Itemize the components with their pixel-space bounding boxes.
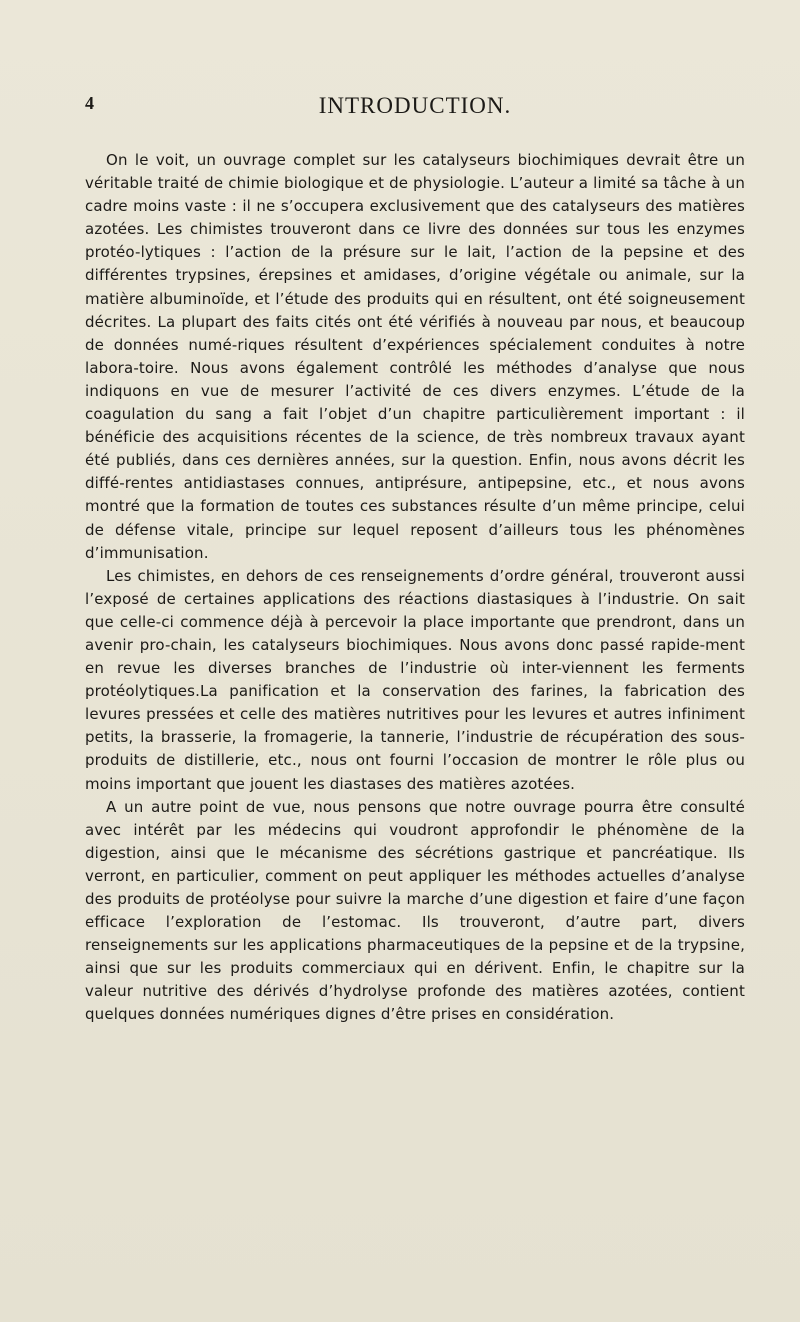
body-text — [85, 149, 745, 1027]
paragraph-1: On le voit, un ouvrage complet sur les catalyseurs biochimiques devrait être un véritable traité de chimie biologique et de physiologie. L’auteur a limité sa tâche à un cadre moins vaste : il ne s’occupera exclusivement que des catalyseurs des matières azotées. Les chimistes trouveront dans ce livre des données sur tous les enzymes protéo-lytiques : l’action de la présure sur le lait, l’action de la pepsine et des différentes trypsines, érepsines et amidases, d’origine végétale ou animale, sur la matière albuminoïde, et l’étude des produits qui en résultent, ont été soigneusement décrites. La plupart des faits cités ont été vérifiés à nouveau par nous, et beaucoup de données numé-riques résultent d’expériences spécialement conduites à notre labora-toire. Nous avons également contrôlé les méthodes d’analyse que nous indiquons en vue de mesurer l’activité de ces divers enzymes. L’étude de la coagulation du sang a fait l’objet d’un chapitre particulièrement important : il bénéficie des acquisitions récentes de la science, de très nombreux travaux ayant été publiés, dans ces dernières années, sur la question. Enfin, nous avons décrit les diffé-rentes antidiastases connues, antiprésure, antipepsine, etc., et nous avons montré que la formation de toutes ces substances résulte d’un même principe, celui de défense vitale, principe sur lequel reposent d’ailleurs tous les phénomènes d’immunisation. — [85, 151, 745, 562]
paragraph-2: Les chimistes, en dehors de ces renseignements d’ordre général, trouveront aussi l’exposé de certaines applications des réactions diastasiques à l’industrie. On sait que celle-ci commence déjà à percevoir la place importante que prendront, dans un avenir pro-chain, les catalyseurs biochimiques. Nous avons donc passé rapide-ment en revue les diverses branches de l’industrie où inter-viennent les ferments protéolytiques.La panification et la conservation des farines, la fabrication des levures pressées et celle des matières nutritives pour les levures et autres infiniment petits, la brasserie, la fromagerie, la tannerie, l’industrie de récupération des sous-produits de distillerie, etc., nous ont fourni l’occasion de montrer le rôle plus ou moins important que jouent les diastases des matières azotées. — [85, 566, 745, 793]
paragraph-3: A un autre point de vue, nous pensons que notre ouvrage pourra être consulté avec intérêt par les médecins qui voudront approfondir le phénomène de la digestion, ainsi que le mécanisme des sécrétions gastrique et pancréatique. Ils verront, en particulier, comment on peut appliquer les méthodes actuelles d’analyse des produits de protéolyse pour suivre la marche d’une digestion et faire d’une façon efficace l’exploration de l’estomac. Ils trouveront, d’autre part, divers renseignements sur les applications pharmaceutiques de la pepsine et de la trypsine, ainsi que sur les produits commerciaux qui en dérivent. Enfin, le chapitre sur la valeur nutritive des dérivés d’hydrolyse profonde des matières azotées, contient quelques données numériques dignes d’être prises en considération. — [85, 797, 745, 1024]
page-header — [85, 93, 745, 123]
running-head: INTRODUCTION. — [318, 93, 512, 118]
page-number: 4 — [85, 93, 94, 113]
